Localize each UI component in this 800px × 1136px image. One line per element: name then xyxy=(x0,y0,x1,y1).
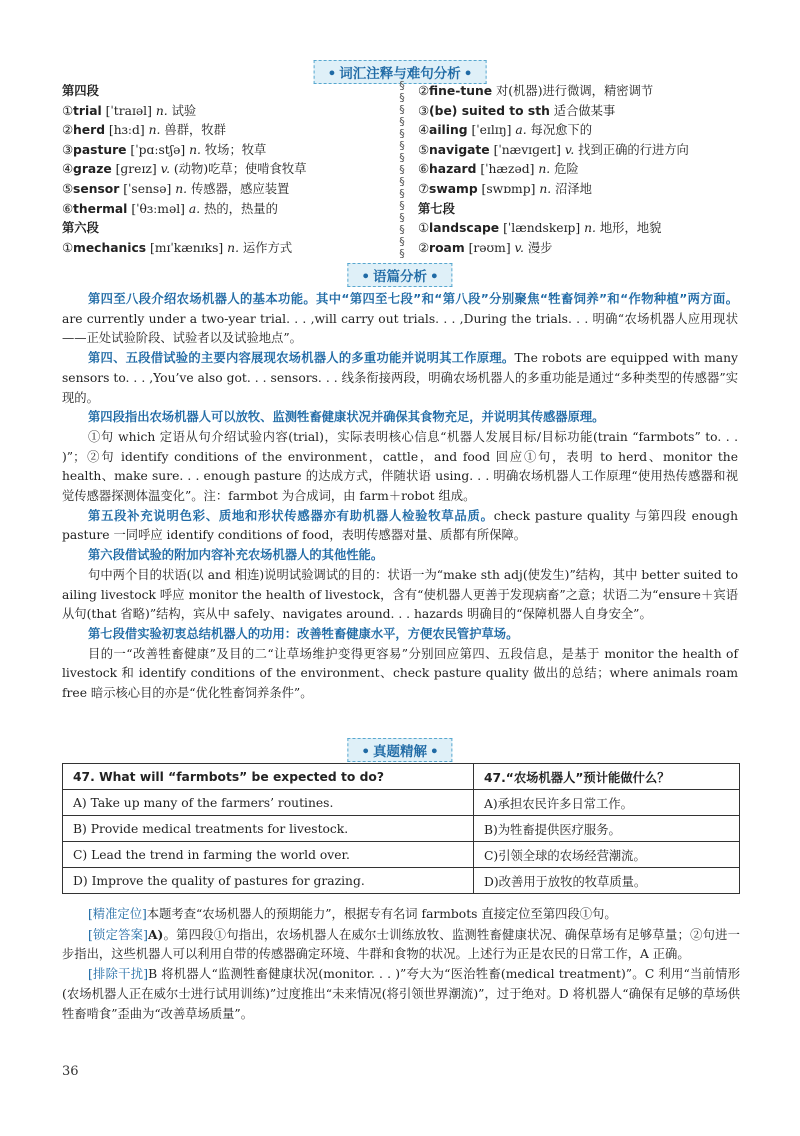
vocab-pos: a. xyxy=(515,123,527,138)
vocab-pos: v. xyxy=(564,142,575,157)
vocab-word: roam xyxy=(429,240,465,255)
analysis-highlight: 第五段补充说明色彩、质地和形状传感器亦有助机器人检验牧草品质。 xyxy=(88,508,494,523)
analysis-highlight: 第四段指出农场机器人可以放牧、监测牲畜健康状况并确保其食物充足，并说明其传感器原理。 xyxy=(88,410,605,425)
analysis-highlight: 第四至八段介绍农场机器人的基本功能。其中“第四至七段”和“第八段”分别聚焦“牲畜饲养”和“作物种植”两方面。 xyxy=(88,292,738,306)
vocab-word: swamp xyxy=(429,181,478,196)
vocab-num: ② xyxy=(418,240,430,255)
vocab-word: navigate xyxy=(429,142,490,157)
vocab-ipa: [ˈsensə] xyxy=(123,181,172,196)
question-row xyxy=(63,764,740,790)
analysis-paragraph xyxy=(62,428,738,507)
vocab-entry xyxy=(62,180,307,200)
vocab-ipa: [ˈlændskeɪp] xyxy=(503,221,581,236)
analysis-paragraph xyxy=(62,625,738,645)
vocab-word: hazard xyxy=(429,162,477,177)
vocab-word: trial xyxy=(73,103,102,118)
locate-paragraph: [精准定位]本题考查“农场机器人的预期能力”，根据专有名词 farmbots 直接定位至第四段①句。 xyxy=(88,907,617,921)
vocab-entry xyxy=(418,102,689,122)
vocab-ipa: [ˈnævɪɡeɪt] xyxy=(493,142,561,157)
vocab-right-column xyxy=(418,82,689,258)
vocab-num: ④ xyxy=(418,123,430,138)
vocab-ipa: [ˈtraɪəl] xyxy=(105,103,152,118)
option-row-c xyxy=(63,842,740,868)
analysis-highlight: 第七段借实验初衷总结机器人的功用：改善牲畜健康水平，方便农民管护草场。 xyxy=(88,626,519,641)
vocab-num: ① xyxy=(62,240,74,255)
vocab-meaning: 牧场；牧草 xyxy=(204,142,267,157)
vocab-num: ② xyxy=(62,123,74,138)
vocab-entry xyxy=(62,141,307,161)
page-number: 36 xyxy=(62,1064,79,1079)
vocab-ipa: [ɡreɪz] xyxy=(115,162,157,177)
vocab-meaning: 兽群，牧群 xyxy=(164,123,226,138)
vocab-meaning: 运作方式 xyxy=(242,240,293,255)
analysis-paragraph xyxy=(62,546,738,566)
vocab-word: landscape xyxy=(429,221,500,236)
vocab-ipa: [ˈhæzəd] xyxy=(480,162,535,177)
question-table xyxy=(62,763,740,894)
vocab-word: mechanics xyxy=(73,240,147,255)
analysis-text: are currently under a two-year trial. . . ,will carry out trials. . . ,During the trials. . . 明确“农场机器人应用现状——正处试验阶段、试验者以及试验地点”。 xyxy=(62,311,738,346)
option-d-zh: D)改善用于放牧的牧草质量。 xyxy=(474,868,740,894)
vocab-meaning: 找到正确的行进方向 xyxy=(578,142,689,157)
vocab-meaning: 每况愈下的 xyxy=(530,123,593,138)
vocab-paragraph-heading: 第四段 xyxy=(62,84,99,98)
vocab-entry xyxy=(62,160,307,180)
answer-explanation xyxy=(62,905,740,1024)
analysis-text: 目的一“改善牲畜健康”及目的二“让草场维护变得更容易”分别回应第四、五段信息，是基于 monitor the health of livestock 和 identify conditions of the environment、check pasture quality 做出的总结；where animals roam free 暗示核心目的亦是“优化牲畜饲养条件”。 xyxy=(62,646,738,701)
vocab-entry xyxy=(418,180,689,200)
vocab-ipa: [ˈθɜːməl] xyxy=(131,201,185,216)
vocab-entry xyxy=(62,239,307,259)
vocab-entry xyxy=(418,219,689,239)
vocab-word: pasture xyxy=(73,142,127,157)
vocab-meaning: 危险 xyxy=(554,162,579,177)
vocab-pos: a. xyxy=(188,201,201,216)
analysis-paragraph xyxy=(62,645,738,704)
option-d-en: D) Improve the quality of pastures for grazing. xyxy=(63,868,474,894)
option-a-zh: A)承担农民许多日常工作。 xyxy=(474,790,740,816)
vocab-meaning: 漫步 xyxy=(527,240,553,255)
vocab-word: thermal xyxy=(73,201,128,216)
vocab-num: ⑤ xyxy=(62,181,74,196)
vocab-pos: n. xyxy=(148,123,161,138)
vocab-left-column xyxy=(62,82,307,258)
vocab-entry xyxy=(418,239,689,259)
vocab-num: ⑥ xyxy=(418,162,430,177)
vocab-pos: n. xyxy=(584,221,596,236)
vocab-paragraph-heading: 第七段 xyxy=(418,201,455,216)
vocab-num: ① xyxy=(418,221,430,236)
analysis-highlight: 第四、五段借试验的主要内容展现农场机器人的多重功能并说明其工作原理。 xyxy=(88,351,515,366)
option-c-zh: C)引领全球的农场经营潮流。 xyxy=(474,842,740,868)
question-en: 47. What will “farmbots” be expected to do? xyxy=(63,764,474,790)
vocab-ipa: [ˈeɪlɪŋ] xyxy=(471,123,512,138)
column-divider: § § § § § § § § § § § § § § § xyxy=(399,80,405,260)
vocab-meaning: 沼泽地 xyxy=(555,181,592,196)
question-zh: 47.“农场机器人”预计能做什么？ xyxy=(474,764,740,790)
discourse-analysis xyxy=(62,290,738,704)
vocab-entry xyxy=(62,102,307,122)
vocab-word: ailing xyxy=(429,123,468,138)
option-row-b xyxy=(63,816,740,842)
vocab-pos: n. xyxy=(155,103,168,118)
analysis-paragraph xyxy=(62,408,738,428)
vocab-meaning: 适合做某事 xyxy=(553,103,616,118)
vocab-word: (be) suited to sth xyxy=(429,103,550,118)
vocab-pos: n. xyxy=(175,181,188,196)
answer-section-title: • 真题精解 • xyxy=(347,738,452,762)
vocab-section-title: • 词汇注释与难句分析 • xyxy=(314,60,487,84)
vocab-entry xyxy=(62,200,307,220)
vocab-num: ③ xyxy=(62,142,74,157)
vocab-pos: n. xyxy=(538,162,551,177)
vocab-ipa: [mɪˈkænɪks] xyxy=(150,240,224,255)
option-b-zh: B)为牲畜提供医疗服务。 xyxy=(474,816,740,842)
vocab-meaning: 热的，热量的 xyxy=(204,201,278,216)
analysis-text: check pasture quality 与第四段 enough pasture 一同呼应 identify conditions of food，表明传感器对量、质都有所保障。 xyxy=(62,508,738,543)
vocab-num: ⑦ xyxy=(418,181,430,196)
vocab-ipa: [swɒmp] xyxy=(481,181,536,196)
vocab-pos: n. xyxy=(189,142,201,157)
vocab-word: graze xyxy=(73,162,112,177)
option-c-en: C) Lead the trend in farming the world over. xyxy=(63,842,474,868)
analysis-paragraph xyxy=(62,507,738,546)
option-row-d xyxy=(63,868,740,894)
analysis-text: ①句 which 定语从句介绍试验内容(trial)，实际表明核心信息“机器人发展目标/目标功能(train “farmbots” to. . . )”；②句 identify conditions of the environment，cattle，and food 回应①句，表明 to herd、monitor the health、make sure. . . enough pasture 的达成方式，伴随状语 using. . . 明确农场机器人工作原理“使用热传感器和视觉传感器探测体温变化”。注：farmbot 为合成词，由 farm＋robot 组成。 xyxy=(62,429,738,504)
vocab-num: ⑥ xyxy=(62,201,74,216)
vocab-pos: v. xyxy=(160,162,170,177)
vocab-entry xyxy=(62,121,307,141)
vocab-meaning: 传感器，感应装置 xyxy=(190,181,290,196)
exclude-paragraph: [排除干扰]B 将机器人“监测牲畜健康状况(monitor. . . )”夸大为“医治牲畜(medical treatment)”。C 利用“当前情形(农场机器人正在威尔士进行试用训练)”过度推出“未来情况(将引领世界潮流)”，过于绝对。D 将机器人“确保有足够的草场供牲畜啃食”歪曲为“改善草场质量”。 xyxy=(62,967,740,1021)
vocab-pos: n. xyxy=(539,181,552,196)
vocab-num: ② xyxy=(418,84,430,98)
vocab-meaning: (动物)吃草；使啃食牧草 xyxy=(173,162,307,177)
vocab-ipa: [rəʊm] xyxy=(468,240,511,255)
option-row-a xyxy=(63,790,740,816)
answer-paragraph: [锁定答案]A)。第四段①句指出，农场机器人在威尔士训练放牧、监测牲畜健康状况、确保草场有足够草量；②句进一步指出，这些机器人可以利用自带的传感器确定环境、牛群和食物的状况。上述行为正是农民的日常工作，A 正确。 xyxy=(62,926,740,962)
vocab-entry xyxy=(418,82,689,102)
vocab-pos: n. xyxy=(227,240,239,255)
analysis-highlight: 第六段借试验的附加内容补充农场机器人的其他性能。 xyxy=(88,548,384,563)
vocab-num: ⑤ xyxy=(418,142,430,157)
vocab-word: herd xyxy=(73,123,105,138)
vocab-entry xyxy=(418,121,689,141)
analysis-section-title: • 语篇分析 • xyxy=(347,263,452,287)
vocab-meaning: 试验 xyxy=(171,103,197,118)
analysis-paragraph xyxy=(62,290,738,349)
vocab-word: sensor xyxy=(73,181,120,196)
analysis-text: The robots are equipped with many sensors to. . . ,You’ve also got. . . sensors. . . 线条衔接两段，明确农场机器人的多重功能是通过“多种类型的传感器”实现的。 xyxy=(62,351,738,405)
vocab-pos: v. xyxy=(514,240,524,255)
analysis-paragraph xyxy=(62,349,738,408)
vocab-entry xyxy=(418,160,689,180)
analysis-text: 句中两个目的状语(以 and 相连)说明试验调试的目的：状语一为“make sth adj(使发生)”结构，其中 better suited to ailing livestock 呼应 monitor the health of livestock，含有“使机器人更善于发现病畜”之意；状语二为“ensure＋宾语从句(that 省略)”结构，宾从中 safely、navigates around. . . hazards 明确目的“保障机器人自身安全”。 xyxy=(62,567,738,622)
vocab-word: fine-tune xyxy=(429,84,493,98)
vocab-paragraph-heading: 第六段 xyxy=(62,221,99,236)
vocab-entry xyxy=(418,141,689,161)
analysis-paragraph xyxy=(62,566,738,625)
vocab-ipa: [hɜːd] xyxy=(108,123,145,138)
option-a-en: A) Take up many of the farmers’ routines. xyxy=(63,790,474,816)
vocab-meaning: 对(机器)进行微调，精密调节 xyxy=(496,84,654,98)
option-b-en: B) Provide medical treatments for livestock. xyxy=(63,816,474,842)
vocab-ipa: [ˈpɑːstʃə] xyxy=(130,142,186,157)
vocab-meaning: 地形，地貌 xyxy=(599,221,662,236)
vocab-num: ① xyxy=(62,103,74,118)
vocab-num: ④ xyxy=(62,162,74,177)
vocab-num: ③ xyxy=(418,103,430,118)
